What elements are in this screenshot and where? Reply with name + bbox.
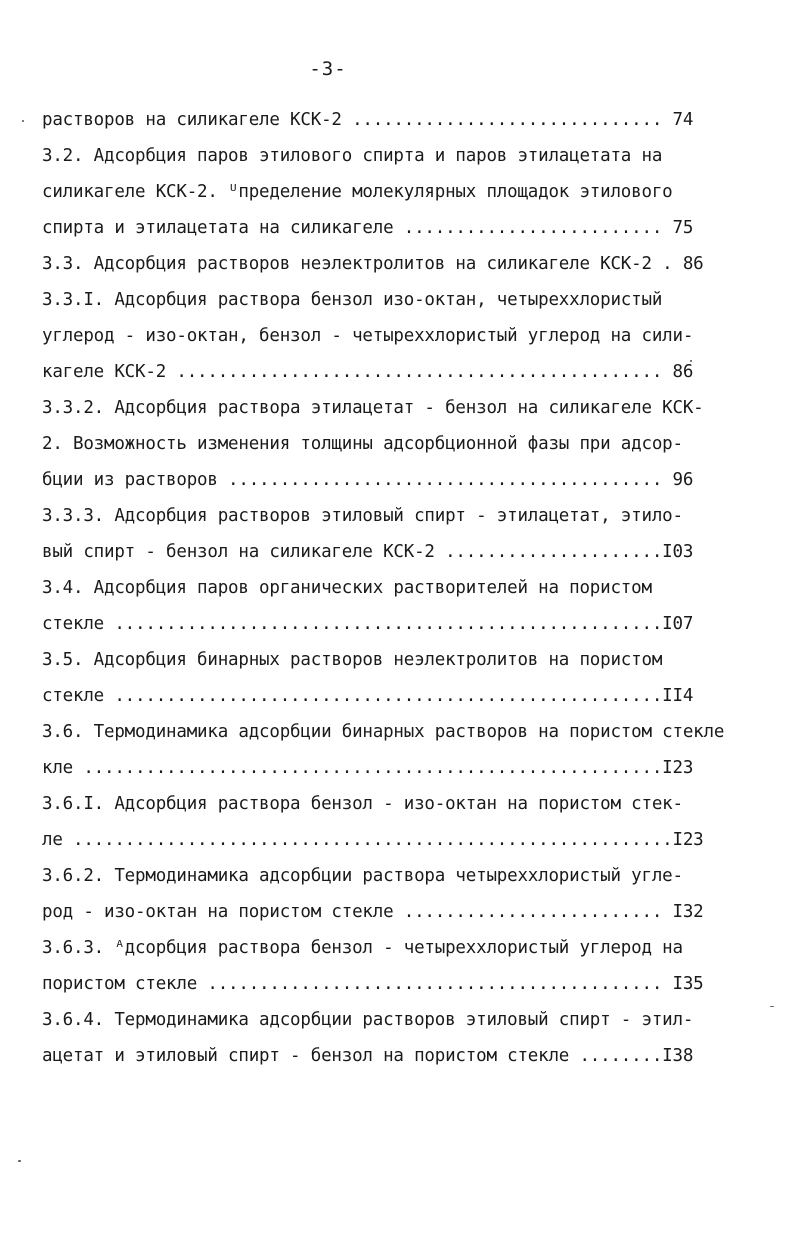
- toc-line: кагеле КСК-2 ............................................... 86: [42, 362, 694, 382]
- toc-line: 3.3. Адсорбция растворов неэлектролитов на силикагеле КСК-2 . 86: [42, 254, 704, 274]
- toc-line: 3.3.I. Адсорбция раствора бензол изо-октан, четыреххлористый: [42, 290, 663, 310]
- toc-line: вый спирт - бензол на силикагеле КСК-2 .....................I03: [42, 542, 694, 562]
- toc-line: кле ........................................................I23: [42, 758, 694, 778]
- toc-line: род - изо-октан на пористом стекле ......................... I32: [42, 902, 704, 922]
- toc-line: спирта и этилацетата на силикагеле ......................... 75: [42, 218, 694, 238]
- toc-line: 3.6. Термодинамика адсорбции бинарных растворов на пористом стекле: [42, 722, 725, 742]
- toc-line: 3.3.3. Адсорбция растворов этиловый спирт - этилацетат, этило-: [42, 506, 683, 526]
- toc-line: пористом стекле ............................................ I35: [42, 974, 704, 994]
- toc-line: стекле .....................................................I07: [42, 614, 694, 634]
- toc-line: 3.6.2. Термодинамика адсорбции раствора четыреххлористый угле-: [42, 866, 683, 886]
- toc-line: 3.6.4. Термодинамика адсорбции растворов этиловый спирт - этил-: [42, 1010, 694, 1030]
- toc-line: силикагеле КСК-2. ᵁпределение молекулярных площадок этилового: [42, 182, 673, 202]
- page-number: -3-: [309, 58, 347, 80]
- toc-line: 3.6.3. ᴬдсорбция раствора бензол - четыреххлористый углерод на: [42, 938, 683, 958]
- toc-line: 3.2. Адсорбция паров этилового спирта и паров этилацетата на: [42, 146, 663, 166]
- toc-line: растворов на силикагеле КСК-2 .............................. 74: [42, 110, 694, 130]
- scan-speck: [690, 360, 692, 362]
- toc-line: бции из растворов .......................................... 96: [42, 470, 694, 490]
- toc-line: ацетат и этиловый спирт - бензол на пористом стекле ........I38: [42, 1046, 694, 1066]
- toc-line: 3.4. Адсорбция паров органических растворителей на пористом: [42, 578, 652, 598]
- scan-speck: [770, 1006, 774, 1007]
- toc-line: 3.6.I. Адсорбция раствора бензол - изо-октан на пористом стек-: [42, 794, 683, 814]
- toc-line: 2. Возможность изменения толщины адсорбционной фазы при адсор-: [42, 434, 683, 454]
- scan-speck: [22, 120, 24, 122]
- toc-line: ле ..........................................................I23: [42, 830, 704, 850]
- toc-line: 3.3.2. Адсорбция раствора этилацетат - бензол на силикагеле КСК-: [42, 398, 704, 418]
- toc-line: углерод - изо-октан, бензол - четыреххлористый углерод на сили-: [42, 326, 694, 346]
- scan-speck: [18, 1160, 21, 1162]
- toc-line: 3.5. Адсорбция бинарных растворов неэлектролитов на пористом: [42, 650, 663, 670]
- toc-line: стекле .....................................................II4: [42, 686, 694, 706]
